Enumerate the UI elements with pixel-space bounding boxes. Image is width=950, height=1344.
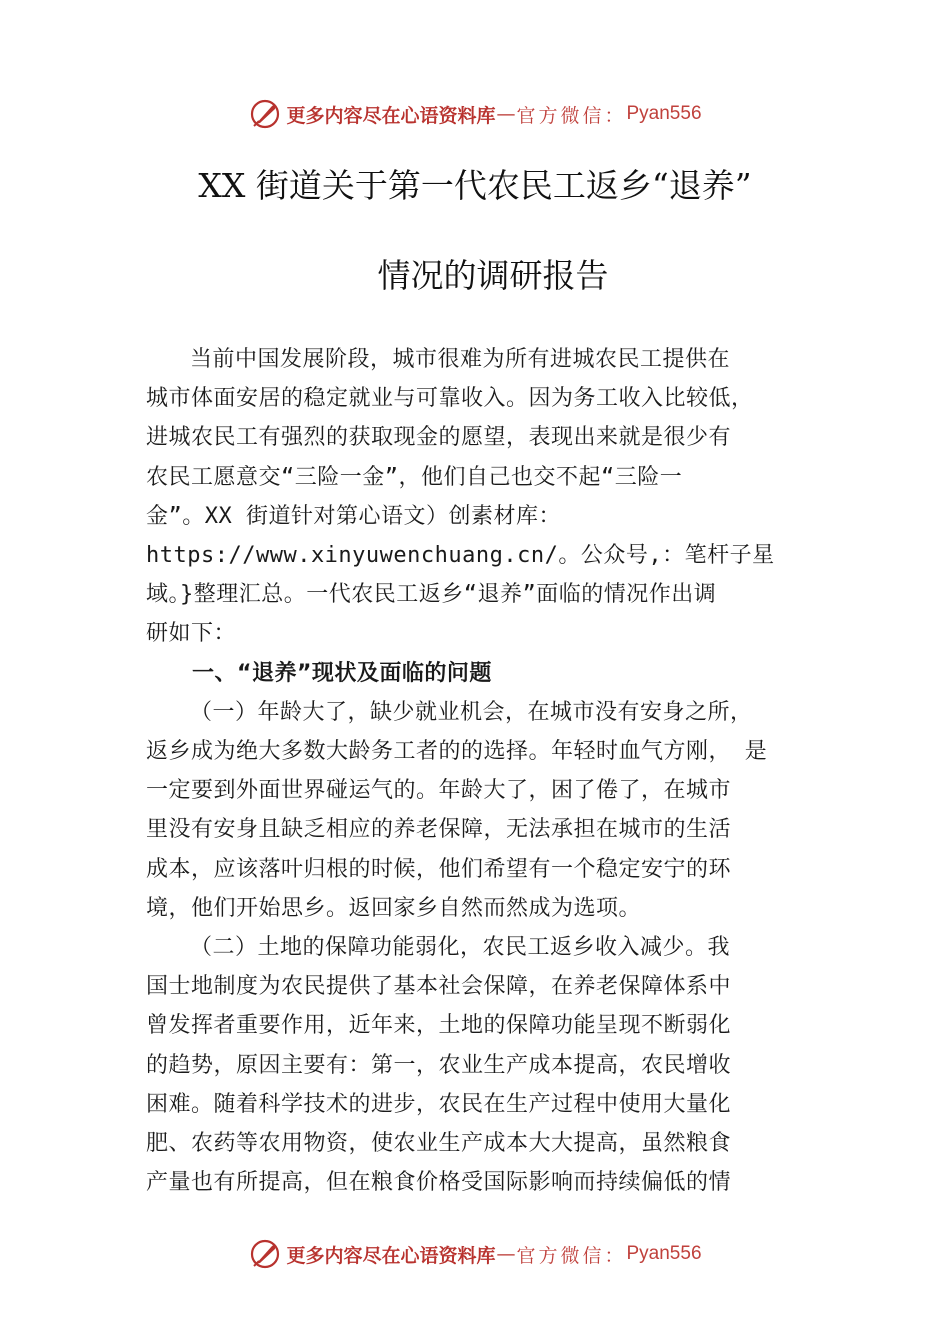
intro-paragraph — [146, 340, 822, 654]
watermark-dash: — — [496, 103, 516, 125]
quill-circle-logo-icon — [248, 97, 282, 131]
text-line: 返乡成为绝大多数大龄务工者的的选择。年轻时血气方刚， 是 — [146, 739, 768, 765]
text-line: 产量也有所提高，但在粮食价格受国际影响而持续偏低的情 — [146, 1170, 732, 1196]
watermark-wechat-label: 官方微信： — [516, 1244, 627, 1267]
watermark-banner-bottom — [0, 1234, 950, 1274]
document-body — [146, 340, 822, 1202]
source-url-line: https://www.xinyuwenchuang.cn/。公众号,：笔杆子星 — [146, 543, 775, 569]
text-line: （二）土地的保障功能弱化，农民工返乡收入减少。我 — [190, 935, 731, 961]
text-line: 成本，应该落叶归根的时候，他们希望有一个稳定安宁的环 — [146, 856, 732, 882]
text-line: 研如下： — [146, 621, 237, 647]
paragraph-one — [146, 693, 822, 928]
section-heading: 一、“退养”现状及面临的问题 — [192, 660, 492, 686]
text-line: （一）年龄大了，缺少就业机会，在城市没有安身之所， — [190, 699, 753, 725]
text-line: 曾发挥者重要作用，近年来，土地的保障功能呈现不断弱化 — [146, 1013, 732, 1039]
document-title-line2: 情况的调研报告 — [377, 256, 609, 295]
quill-circle-logo-icon — [248, 1237, 282, 1271]
text-line: 农民工愿意交“三险一金”，他们自己也交不起“三险一 — [146, 464, 683, 490]
watermark-dash: — — [496, 1243, 516, 1265]
text-line: 困难。随着科学技术的进步，农民在生产过程中使用大量化 — [146, 1091, 732, 1117]
watermark-wechat-id: Pyan556 — [626, 1243, 702, 1264]
text-line: 进城农民工有强烈的获取现金的愿望，表现出来就是很少有 — [146, 425, 732, 451]
text-line: 里没有安身且缺乏相应的养老保障，无法承担在城市的生活 — [146, 817, 732, 843]
watermark-wechat-id: Pyan556 — [626, 103, 702, 124]
watermark-main-text: 更多内容尽在心语资料库 — [286, 1244, 496, 1267]
watermark-banner-top — [0, 94, 950, 134]
text-line: 金”。XX 街道针对第心语文）创素材库： — [146, 503, 561, 529]
paragraph-two — [146, 928, 822, 1202]
text-line: 一定要到外面世界碰运气的。年龄大了，困了倦了，在城市 — [146, 778, 732, 804]
text-line: 国士地制度为农民提供了基本社会保障，在养老保障体系中 — [146, 974, 732, 1000]
text-line: 城市体面安居的稳定就业与可靠收入。因为务工收入比较低， — [146, 386, 754, 412]
watermark-wechat-label: 官方微信： — [516, 104, 627, 127]
watermark-main-text: 更多内容尽在心语资料库 — [286, 104, 496, 127]
text-line: 境，他们开始思乡。返回家乡自然而然成为选项。 — [146, 895, 642, 921]
text-line: 域。}整理汇总。一代农民工返乡“退养”面临的情况作出调 — [146, 582, 717, 608]
text-line: 当前中国发展阶段，城市很难为所有进城农民工提供在 — [190, 347, 731, 372]
text-line: 肥、农药等农用物资，使农业生产成本大大提高，虽然粮食 — [146, 1131, 732, 1157]
document-title-line1: XX 街道关于第一代农民工返乡“退养” — [198, 166, 752, 205]
text-line: 的趋势，原因主要有：第一，农业生产成本提高，农民增收 — [146, 1052, 732, 1078]
